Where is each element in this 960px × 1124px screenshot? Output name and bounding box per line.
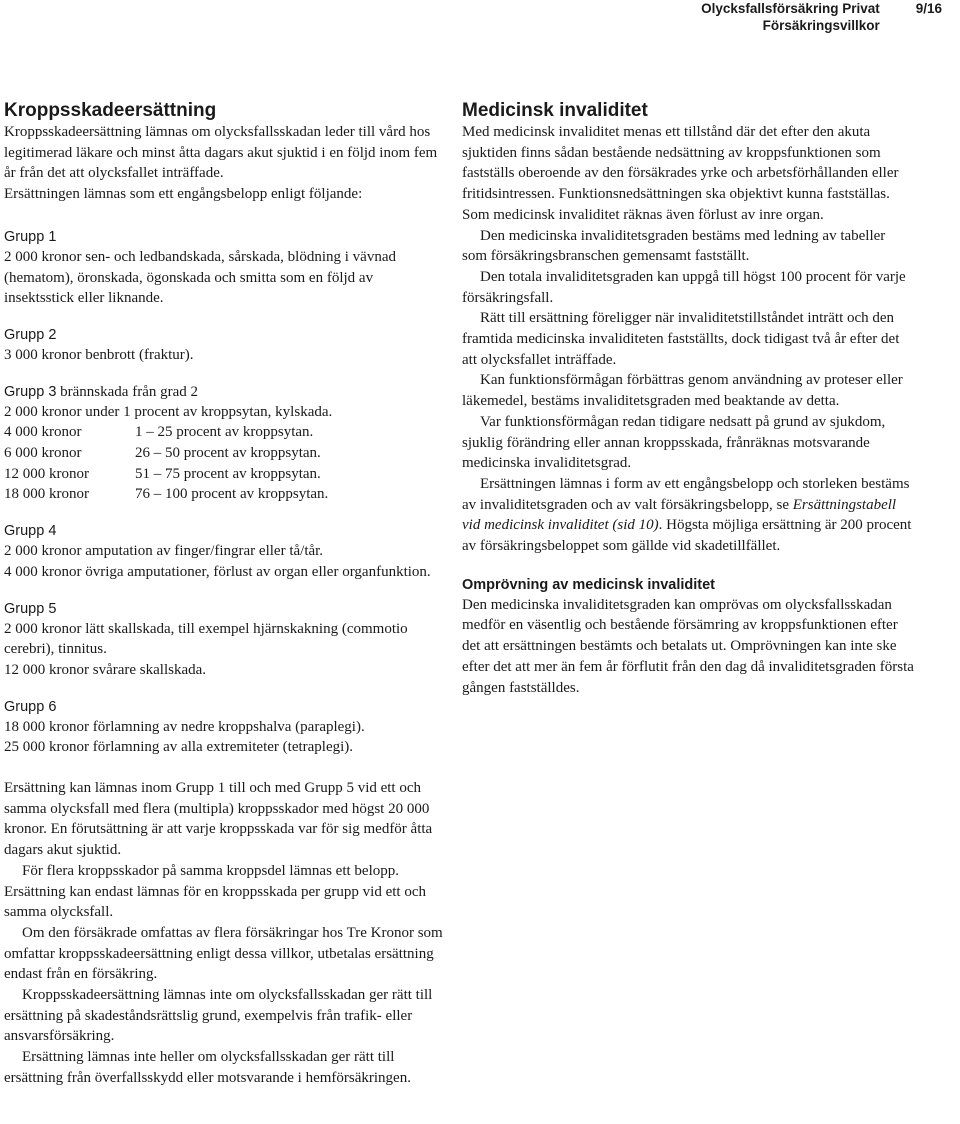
document-subtitle: Försäkringsvillkor: [762, 18, 880, 33]
table-reference: Ersättningstabell vid medicinsk invaliditet (sid 10): [462, 496, 897, 534]
body-paragraph: Den totala invaliditetsgraden kan uppgå till högst 100 procent för varje försäkringsfall.: [462, 268, 906, 306]
group-6: [4, 697, 444, 758]
group-line: 25 000 kronor förlamning av alla extremiteter (tetraplegi).: [4, 739, 354, 756]
closing-paragraph: Om den försäkrade omfattas av flera försäkringar hos Tre Kronor som omfattar kroppsskadeersättning enligt dessa villkor, utbetalas ersättning endast från en försäkring.: [4, 924, 443, 983]
right-column: [462, 100, 914, 698]
closing-paragraph: För flera kroppsskador på samma kroppsdel lämnas ett belopp. Ersättning kan endast lämnas för en kroppsskada per grupp vid ett och samma olycksfall.: [4, 862, 426, 921]
page-header: [701, 0, 942, 34]
group-line: 2 000 kronor amputation av finger/fingrar eller tå/tår.: [4, 543, 324, 560]
group-2: [4, 325, 444, 366]
document-title: Olycksfallsförsäkring Privat: [701, 1, 880, 16]
range-cell: 76 – 100 procent av kroppsytan.: [135, 486, 329, 503]
range-cell: 51 – 75 procent av kroppsytan.: [135, 465, 321, 482]
group-4: [4, 521, 444, 582]
amount-cell: 4 000 kronor: [4, 424, 82, 441]
amount-cell: 6 000 kronor: [4, 445, 82, 462]
body-paragraph: Rätt till ersättning föreligger när invaliditetstillståndet inträtt och den framtida medicinska invaliditeten fastställts, dock tidigast två år efter det att olycksfallet inträffade.: [462, 310, 900, 368]
amount-cell: 18 000 kronor: [4, 486, 89, 503]
range-cell: 1 – 25 procent av kroppsytan.: [135, 424, 314, 441]
left-column: [4, 100, 444, 758]
intro-paragraph: Kroppsskadeersättning lämnas om olycksfallsskadan leder till vård hos legitimerad läkare och minst åtta dagars akut sjuktid i en följd inom fem år från det att olycksfallet inträffade.: [4, 124, 438, 182]
table-row: [4, 464, 328, 485]
group-heading: Grupp 4: [4, 523, 57, 540]
group-text: 3 000 kronor benbrott (fraktur).: [4, 346, 194, 363]
group-text: 2 000 kronor sen- och ledbandskada, sårskada, blödning i vävnad (hematom), öronskada, ögonskada och smitta som en följd av insektsstick eller liknande.: [4, 248, 396, 307]
text-after: . Högsta möjliga ersättning är 200 procent av försäkringsbeloppet som gällde vid skadetillfället.: [462, 517, 912, 555]
group-3: [4, 382, 444, 506]
closing-paragraph: Ersättning kan lämnas inom Grupp 1 till och med Grupp 5 vid ett och samma olycksfall med flera (multipla) kroppsskador med högst 20 000 kronor. En förutsättning är att varje kroppsskada var för sig medför åtta dagars akut sjuktid.: [4, 780, 433, 859]
range-cell: 26 – 50 procent av kroppsytan.: [135, 445, 321, 462]
group-heading: [4, 382, 444, 402]
closing-paragraph: Kroppsskadeersättning lämnas inte om olycksfallsskadan ger rätt till ersättning på skadeståndsrättslig grund, exempelvis från trafik- eller ansvarsförsäkring.: [4, 987, 433, 1045]
intro-paragraph-2: Ersättningen lämnas som ett engångsbelopp enligt följande:: [4, 186, 363, 203]
group-text: 2 000 kronor under 1 procent av kroppsytan, kylskada.: [4, 403, 333, 420]
header-titles: [701, 0, 880, 34]
body-paragraph: Den medicinska invaliditetsgraden bestäms med ledning av tabeller som försäkringsbranschen gemensamt fastställt.: [462, 227, 886, 265]
group-line: 12 000 kronor svårare skallskada.: [4, 661, 207, 678]
body-paragraph: Var funktionsförmågan redan tidigare nedsatt på grund av sjukdom, sjuklig förändring eller annan kroppsskada, frånräknas motsvarande medicinska invaliditetsgrad.: [462, 413, 886, 472]
group-line: 4 000 kronor övriga amputationer, förlust av organ eller organfunktion.: [4, 563, 431, 580]
burn-table: [4, 422, 328, 505]
page-number: 9/16: [915, 1, 942, 16]
section-title-medicinsk-invaliditet: Medicinsk invaliditet: [462, 100, 648, 121]
group-label: Grupp 3: [4, 383, 57, 400]
group-line: 2 000 kronor lätt skallskada, till exempel hjärnskakning (commotio cerebri), tinnitus.: [4, 620, 408, 658]
table-row: [4, 443, 328, 464]
table-row: [4, 422, 328, 443]
group-heading: Grupp 1: [4, 228, 57, 245]
review-paragraph: Den medicinska invaliditetsgraden kan omprövas om olycksfallsskadan medför en väsentlig och bestående försämring av kroppsfunktionen efter det att ersättningen bestämts och betalats ut. Omprövningen kan inte ske efter det att mer än fem år förflutit från den dag då invaliditetsgraden första gången fastställdes.: [462, 596, 914, 696]
group-heading-rest: brännskada från grad 2: [56, 383, 199, 400]
body-paragraph: Kan funktionsförmågan förbättras genom användning av proteser eller läkemedel, bestäms invaliditetsgraden med beaktande av detta.: [462, 372, 903, 410]
subsection-title-omprovning: Omprövning av medicinsk invaliditet: [462, 576, 716, 593]
group-heading: Grupp 2: [4, 326, 57, 343]
amount-cell: 12 000 kronor: [4, 465, 89, 482]
group-line: 18 000 kronor förlamning av nedre kroppshalva (paraplegi).: [4, 718, 365, 735]
table-row: [4, 484, 328, 505]
body-paragraph: Med medicinsk invaliditet menas ett tillstånd där det efter den akuta sjuktiden finns sådan bestående nedsättning av kroppsfunktionen som fastställs oberoende av den försäkrades yrke och arbetsförhållanden eller fritidsintressen. Funktionsnedsättningen ska objektivt kunna fastställas. Som medicinsk invaliditet räknas även förlust av inre organ.: [462, 124, 899, 223]
closing-paragraph: Ersättning lämnas inte heller om olycksfallsskadan ger rätt till ersättning från överfallsskydd eller motsvarande i hemförsäkringen.: [4, 1049, 411, 1086]
group-heading: Grupp 6: [4, 698, 57, 715]
text-before: Ersättningen lämnas i form av ett engångsbelopp och storleken bestäms av invaliditetsgraden och av valt försäkringsbelopp, se: [462, 475, 910, 513]
group-heading: Grupp 5: [4, 600, 57, 617]
section-title-kroppsskadeersattning: Kroppsskadeersättning: [4, 100, 217, 121]
closing-paragraphs: [4, 778, 444, 1089]
group-1: [4, 227, 444, 309]
body-paragraph-compensation: [462, 474, 914, 557]
group-5: [4, 599, 444, 681]
